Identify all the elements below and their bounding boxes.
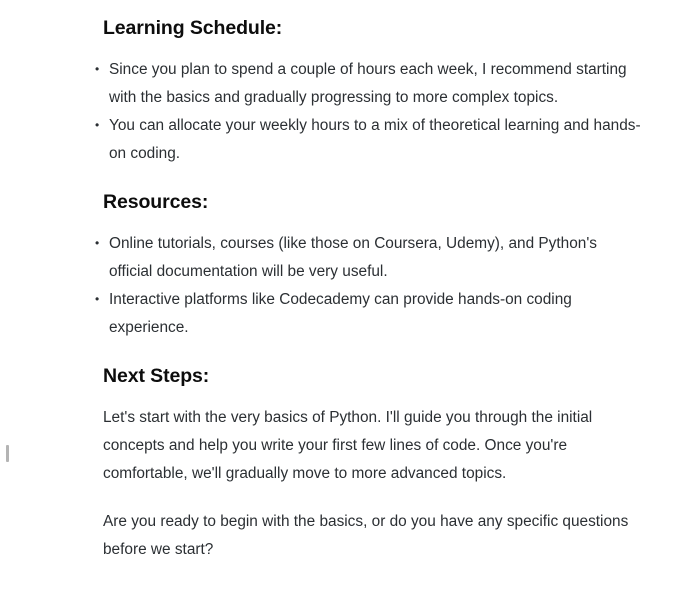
learning-schedule-list: [95, 56, 643, 168]
bullet-icon: •: [95, 236, 100, 250]
list-item: [95, 56, 643, 112]
resources-heading: Resources:: [103, 191, 209, 213]
resources-list: [95, 230, 643, 342]
list-item-text: Since you plan to spend a couple of hours each week, I recommend starting with the basics and gradually progressing to more complex topics.: [109, 61, 627, 106]
closing-question: Are you ready to begin with the basics, or do you have any specific questions before we start?: [103, 513, 629, 558]
bullet-icon: •: [95, 62, 100, 76]
list-item: [95, 230, 643, 286]
bullet-icon: •: [95, 118, 100, 132]
list-item-text: Online tutorials, courses (like those on Coursera, Udemy), and Python's official documentation will be very useful.: [109, 235, 597, 280]
list-item: [95, 286, 643, 342]
list-item: [95, 112, 643, 168]
learning-schedule-heading: Learning Schedule:: [103, 17, 283, 39]
assistant-message: [95, 14, 643, 564]
next-steps-paragraph: Let's start with the very basics of Python. I'll guide you through the initial concepts and help you write your first few lines of code. Once you're comfortable, we'll gradually move to more advanced topics.: [103, 409, 593, 482]
next-steps-heading: Next Steps:: [103, 365, 210, 387]
list-item-text: Interactive platforms like Codecademy can provide hands-on coding experience.: [109, 291, 572, 336]
scroll-handle[interactable]: [6, 445, 9, 462]
bullet-icon: •: [95, 292, 100, 306]
list-item-text: You can allocate your weekly hours to a mix of theoretical learning and hands-on coding.: [109, 117, 641, 162]
